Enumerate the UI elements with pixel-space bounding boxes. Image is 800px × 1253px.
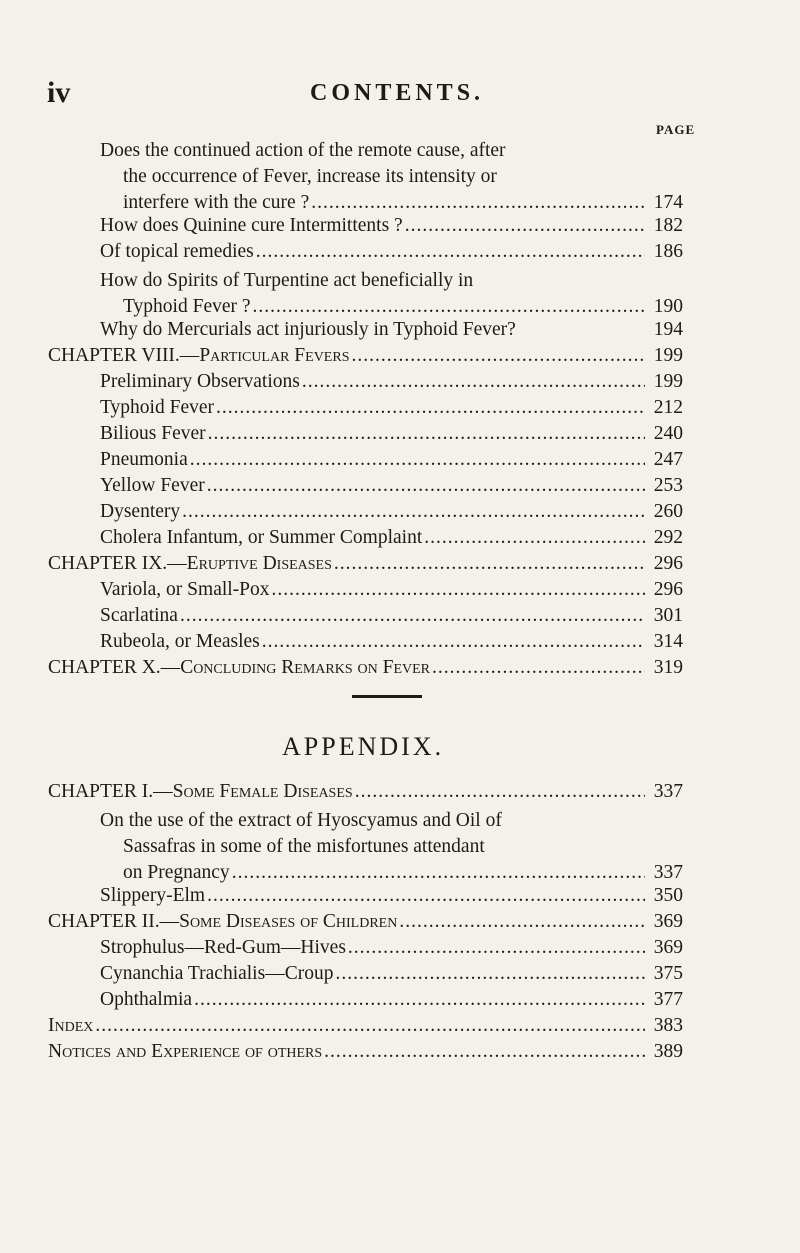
- page-ref: 314: [653, 631, 683, 652]
- toc-entry: [100, 450, 683, 470]
- entry-title: Why do Mercurials act injuriously in Typhoid Fever?: [100, 319, 516, 340]
- leader-dots: [302, 372, 645, 392]
- toc-index: [48, 1016, 683, 1036]
- leader-dots: [334, 554, 645, 574]
- entry-title: Yellow Fever: [100, 475, 205, 496]
- page-ref: 369: [653, 937, 683, 958]
- entry-title: Index: [48, 1015, 94, 1036]
- leader-dots: [405, 216, 645, 236]
- leader-dots: [207, 476, 645, 496]
- leader-dots: [432, 658, 645, 678]
- toc-entry-mercurials: [100, 320, 683, 340]
- toc-entry-turpentine: [100, 268, 683, 320]
- entry-title: Notices and Experience of others: [48, 1041, 323, 1062]
- entry-title: Cynanchia Trachialis—Croup: [100, 963, 334, 984]
- toc-entry: [100, 476, 683, 496]
- chapter-title: CHAPTER II.—: [48, 911, 180, 932]
- leader-dots: [311, 190, 645, 216]
- toc-entry: [100, 886, 683, 906]
- entry-title: Preliminary Observations: [100, 371, 300, 392]
- entry-title: Typhoid Fever: [100, 397, 214, 418]
- leader-dots: [216, 398, 645, 418]
- chapter-title: CHAPTER I.—: [48, 781, 173, 802]
- page-ref: 296: [653, 553, 683, 574]
- entry-title: Dysentery: [100, 501, 181, 522]
- page-number: iv: [47, 76, 71, 109]
- entry-title: Pneumonia: [100, 449, 188, 470]
- entry-title: Typhoid Fever ?: [123, 296, 251, 317]
- leader-dots: [207, 886, 645, 906]
- entry-line: Sassafras in some of the misfortunes attendant: [123, 836, 485, 857]
- toc-entry-quinine: [100, 216, 683, 236]
- page-ref: 337: [653, 781, 683, 802]
- leader-dots: [253, 294, 645, 320]
- toc-entry: [100, 964, 683, 984]
- toc-notices: [48, 1042, 683, 1062]
- entry-title: Strophulus—Red-Gum—Hives: [100, 937, 346, 958]
- entry-title: Variola, or Small-Pox: [100, 579, 270, 600]
- entry-title: Scarlatina: [100, 605, 178, 626]
- toc-entry: [100, 990, 683, 1010]
- page-ref: 377: [653, 989, 683, 1010]
- chapter-subtitle: Particular Fevers: [199, 345, 350, 366]
- leader-dots: [208, 424, 645, 444]
- leader-dots: [424, 528, 645, 548]
- entry-title: Slippery-Elm: [100, 885, 206, 906]
- chapter-subtitle: Some Diseases of Children: [179, 911, 398, 932]
- page-ref: 199: [653, 371, 683, 392]
- entry-title: Bilious Fever: [100, 423, 206, 444]
- toc-entry-remote-cause: [100, 138, 683, 216]
- toc-entry-hyoscyamus: [100, 808, 683, 886]
- section-divider: [352, 695, 422, 698]
- page-ref: 292: [653, 527, 683, 548]
- leader-dots: [272, 580, 645, 600]
- page-ref: 212: [653, 397, 683, 418]
- toc-appendix-chapter-i: [48, 782, 683, 802]
- page-ref: 247: [653, 449, 683, 470]
- toc-chapter-viii: [48, 346, 683, 366]
- page-ref: 389: [653, 1041, 683, 1062]
- leader-dots: [262, 632, 645, 652]
- entry-title: How does Quinine cure Intermittents ?: [100, 215, 403, 236]
- entry-line: Does the continued action of the remote cause, after: [100, 140, 506, 161]
- toc-entry: [100, 580, 683, 600]
- toc-entry: [100, 372, 683, 392]
- toc-entry: [100, 398, 683, 418]
- entry-line: How do Spirits of Turpentine act beneficially in: [100, 270, 474, 291]
- page-ref: 174: [653, 192, 683, 213]
- chapter-subtitle: Some Female Diseases: [172, 781, 353, 802]
- chapter-title: CHAPTER X.—: [48, 657, 181, 678]
- leader-dots: [352, 346, 646, 366]
- page-ref: 350: [653, 885, 683, 906]
- page-ref: 199: [653, 345, 683, 366]
- leader-dots: [190, 450, 645, 470]
- chapter-subtitle: Eruptive Diseases: [186, 553, 332, 574]
- entry-title: Ophthalmia: [100, 989, 193, 1010]
- page-column-label: PAGE: [656, 122, 696, 137]
- entry-title: interfere with the cure ?: [123, 192, 310, 213]
- page-ref: 296: [653, 579, 683, 600]
- toc-chapter-ix: [48, 554, 683, 574]
- leader-dots: [348, 938, 645, 958]
- page-ref: 301: [653, 605, 683, 626]
- page-ref: 190: [653, 296, 683, 317]
- toc-entry: [100, 528, 683, 548]
- leader-dots: [399, 912, 645, 932]
- entry-line: the occurrence of Fever, increase its intensity or: [123, 166, 497, 187]
- chapter-title: CHAPTER VIII.—: [48, 345, 200, 366]
- leader-dots: [355, 782, 645, 802]
- chapter-title: CHAPTER IX.—: [48, 553, 187, 574]
- toc-entry: [100, 502, 683, 522]
- entry-title: Rubeola, or Measles: [100, 631, 260, 652]
- appendix-title: APPENDIX.: [282, 732, 445, 761]
- page-ref: 194: [653, 319, 683, 340]
- leader-dots: [232, 860, 645, 886]
- leader-dots: [180, 606, 645, 626]
- entry-line: On the use of the extract of Hyoscyamus and Oil of: [100, 810, 502, 831]
- leader-dots: [182, 502, 645, 522]
- chapter-subtitle: Concluding Remarks on Fever: [180, 657, 431, 678]
- page-ref: 260: [653, 501, 683, 522]
- page-title: CONTENTS.: [310, 80, 485, 106]
- page-ref: 186: [653, 241, 683, 262]
- leader-dots: [95, 1016, 645, 1036]
- leader-dots: [194, 990, 645, 1010]
- leader-dots: [335, 964, 645, 984]
- toc-entry: [100, 424, 683, 444]
- page-ref: 319: [653, 657, 683, 678]
- page-ref: 182: [653, 215, 683, 236]
- entry-title: Cholera Infantum, or Summer Complaint: [100, 527, 423, 548]
- page-ref: 383: [653, 1015, 683, 1036]
- toc-chapter-x: [48, 658, 683, 678]
- page-ref: 337: [653, 862, 683, 883]
- page-ref: 253: [653, 475, 683, 496]
- toc-entry-topical-remedies: [100, 242, 683, 262]
- leader-dots: [324, 1042, 645, 1062]
- page-ref: 375: [653, 963, 683, 984]
- toc-entry: [100, 632, 683, 652]
- toc-appendix-chapter-ii: [48, 912, 683, 932]
- page-ref: 240: [653, 423, 683, 444]
- toc-entry: [100, 938, 683, 958]
- entry-title: Of topical remedies: [100, 241, 254, 262]
- entry-title: on Pregnancy: [123, 862, 230, 883]
- toc-entry: [100, 606, 683, 626]
- page-ref: 369: [653, 911, 683, 932]
- leader-dots: [256, 242, 645, 262]
